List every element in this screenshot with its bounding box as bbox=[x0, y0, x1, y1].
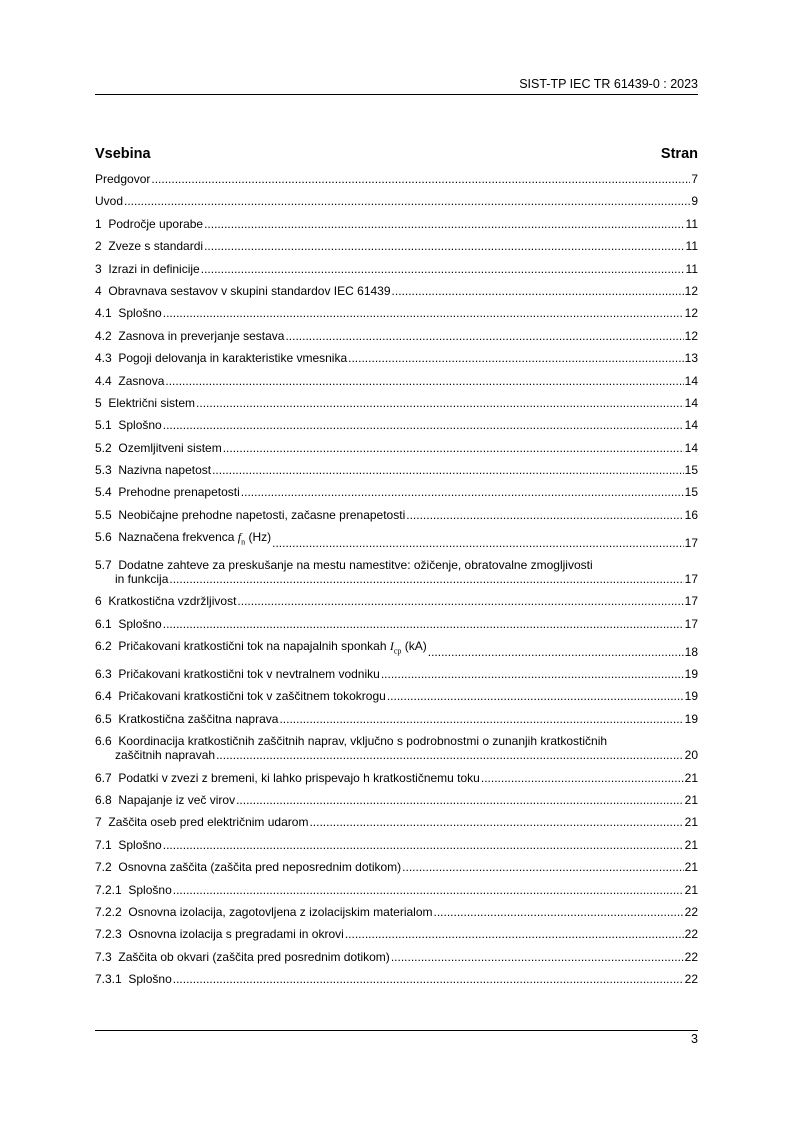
toc-entry-page: 16 bbox=[684, 507, 698, 522]
toc-entry-title bbox=[95, 351, 347, 365]
toc-entry-text: Področje uporabe bbox=[108, 216, 204, 231]
toc-entry-unit: (kA) bbox=[404, 639, 427, 654]
toc-entry-page: 21 bbox=[684, 837, 698, 852]
toc-entry-number: 5.7 bbox=[95, 558, 112, 573]
document-id: SIST-TP IEC TR 61439-0 : 2023 bbox=[519, 77, 698, 91]
dot-leader bbox=[279, 712, 683, 726]
toc-entry[interactable] bbox=[95, 860, 698, 874]
contents-label: Vsebina bbox=[95, 146, 151, 162]
toc-entry-page: 21 bbox=[684, 815, 698, 830]
toc-entry-page: 11 bbox=[685, 239, 698, 254]
toc-entry-title bbox=[95, 485, 240, 499]
toc-entry-title bbox=[95, 374, 164, 388]
dot-leader bbox=[309, 815, 683, 829]
dot-leader bbox=[204, 217, 684, 231]
toc-entry-page: 19 bbox=[684, 689, 698, 704]
toc-entry-unit: (Hz) bbox=[248, 530, 272, 545]
toc-entry[interactable] bbox=[95, 771, 698, 785]
toc-entry-number: 6.6 bbox=[95, 734, 112, 749]
toc-entry[interactable] bbox=[95, 374, 698, 388]
toc-entry-number: 2 bbox=[95, 239, 102, 254]
toc-entry-continuation: in funkcija bbox=[115, 572, 169, 587]
dot-leader bbox=[402, 860, 683, 874]
toc-entry-text: Predgovor bbox=[95, 172, 151, 186]
dot-leader bbox=[204, 239, 684, 253]
dot-leader bbox=[392, 284, 684, 298]
toc-entry-text: Obravnava sestavov v skupini standardov IEC 61439 bbox=[108, 283, 391, 298]
toc-entry-title bbox=[95, 239, 203, 253]
toc-entry-title bbox=[95, 617, 162, 631]
toc-entry-text: Uvod bbox=[95, 194, 124, 209]
toc-entry-number: 7.1 bbox=[95, 837, 112, 852]
toc-entry-title bbox=[95, 441, 222, 455]
toc-entry-page: 21 bbox=[684, 770, 698, 785]
toc-entry-text: Zasnova in preverjanje sestava bbox=[118, 328, 285, 343]
toc-entry-title bbox=[95, 883, 172, 897]
toc-entry-title bbox=[95, 793, 235, 807]
toc-entry-page: 14 bbox=[684, 440, 698, 455]
toc-entry-number: 7.3.1 bbox=[95, 972, 122, 987]
toc-entry[interactable] bbox=[95, 594, 698, 608]
toc-entry-title bbox=[95, 284, 391, 298]
toc-entry-title bbox=[95, 530, 271, 549]
dot-leader bbox=[428, 645, 684, 659]
dot-leader bbox=[163, 306, 684, 320]
footer-rule bbox=[95, 1030, 698, 1031]
toc-entry-page: 17 bbox=[684, 572, 698, 587]
dot-leader bbox=[212, 463, 684, 477]
toc-entry-text: Kratkostična zaščitna naprava bbox=[118, 711, 279, 726]
toc-entry-title bbox=[95, 558, 593, 572]
toc-entry-text: Splošno bbox=[128, 882, 172, 897]
toc-entry-number: 7.3 bbox=[95, 949, 112, 964]
toc-entry-title bbox=[95, 418, 162, 432]
toc-entry-page: 20 bbox=[684, 748, 698, 763]
toc-entry-page: 18 bbox=[684, 644, 698, 659]
dot-leader bbox=[481, 771, 684, 785]
toc-entry-title bbox=[95, 594, 236, 608]
toc-entry-text: Podatki v zvezi z bremeni, ki lahko prispevajo h kratkostičnemu toku bbox=[118, 770, 480, 785]
toc-entry-page: 14 bbox=[684, 373, 698, 388]
dot-leader bbox=[151, 172, 690, 186]
toc-entry-number: 4.2 bbox=[95, 328, 112, 343]
toc-entry-text: Pogoji delovanja in karakteristike vmesnika bbox=[118, 351, 348, 366]
toc-entry-number: 6.2 bbox=[95, 639, 112, 654]
toc-entry-text: Neobičajne prehodne napetosti, začasne prenapetosti bbox=[118, 507, 406, 522]
toc-entry[interactable] bbox=[95, 689, 698, 703]
dot-leader bbox=[237, 594, 683, 608]
toc-entry-number: 7.2 bbox=[95, 860, 112, 875]
toc-entry-number: 7.2.3 bbox=[95, 927, 122, 942]
toc-entry-symbol bbox=[389, 639, 402, 656]
toc-entry-number: 6.4 bbox=[95, 689, 112, 704]
toc-entry-page: 12 bbox=[684, 328, 698, 343]
toc-entry[interactable] bbox=[95, 329, 698, 343]
toc-entry-title bbox=[95, 712, 278, 726]
toc-entry-page: 22 bbox=[684, 972, 698, 987]
toc-entry-number: 5.4 bbox=[95, 485, 112, 500]
dot-leader bbox=[387, 689, 684, 703]
toc-entry-number: 6.7 bbox=[95, 770, 112, 785]
dot-leader bbox=[173, 883, 684, 897]
toc-entry[interactable] bbox=[95, 485, 698, 499]
toc-entry[interactable] bbox=[95, 508, 698, 522]
toc-entry-title bbox=[95, 262, 200, 276]
symbol-subscript: cp bbox=[393, 646, 402, 656]
toc-entry[interactable] bbox=[95, 972, 698, 986]
toc-entry-page: 11 bbox=[685, 216, 698, 231]
dot-leader bbox=[348, 351, 684, 365]
toc-entry-title bbox=[95, 950, 390, 964]
dot-leader bbox=[165, 374, 683, 388]
toc-entry[interactable] bbox=[95, 172, 698, 186]
toc-entry-title bbox=[95, 860, 401, 874]
dot-leader bbox=[163, 617, 684, 631]
toc-entry-text: Napajanje iz več virov bbox=[118, 792, 236, 807]
toc-entry-title bbox=[95, 905, 433, 919]
toc-entry-title bbox=[95, 463, 211, 477]
toc-entry-title bbox=[95, 771, 480, 785]
toc-entry[interactable] bbox=[95, 262, 698, 276]
toc-entry-page: 9 bbox=[691, 194, 698, 209]
toc-entry-title bbox=[95, 689, 386, 703]
toc-entry-title bbox=[95, 329, 284, 343]
dot-leader bbox=[173, 972, 684, 986]
dot-leader bbox=[223, 441, 684, 455]
toc-entry[interactable] bbox=[95, 463, 698, 477]
toc-entry-page: 14 bbox=[684, 418, 698, 433]
toc-entry-symbol bbox=[237, 530, 246, 547]
toc-entry-page: 14 bbox=[684, 395, 698, 410]
toc-entry-text: Pričakovani kratkostični tok v nevtralnem vodniku bbox=[118, 666, 380, 681]
toc-entry-text: Izrazi in definicije bbox=[108, 261, 200, 276]
toc-entry-number: 7.2.1 bbox=[95, 882, 122, 897]
toc-entry[interactable] bbox=[95, 351, 698, 365]
toc-entry[interactable] bbox=[95, 905, 698, 919]
table-of-contents bbox=[95, 172, 698, 994]
toc-entry[interactable] bbox=[95, 217, 698, 231]
toc-entry-page: 22 bbox=[684, 949, 698, 964]
toc-entry-page: 12 bbox=[684, 306, 698, 321]
symbol-letter: I bbox=[389, 639, 394, 654]
toc-entry-title bbox=[95, 172, 150, 186]
toc-entry-number: 7.2.2 bbox=[95, 904, 122, 919]
toc-heading bbox=[95, 146, 698, 162]
toc-entry-text: Splošno bbox=[118, 837, 162, 852]
toc-entry-text: Pričakovani kratkostični tok v zaščitnem tokokrogu bbox=[118, 689, 386, 704]
toc-entry[interactable] bbox=[95, 712, 698, 726]
toc-entry-text: Naznačena frekvenca bbox=[118, 530, 235, 545]
dot-leader bbox=[196, 396, 684, 410]
toc-entry-title bbox=[95, 194, 123, 208]
toc-entry[interactable] bbox=[95, 194, 698, 208]
toc-entry[interactable] bbox=[95, 617, 698, 631]
toc-entry-number: 6.1 bbox=[95, 616, 112, 631]
toc-entry[interactable] bbox=[95, 815, 698, 829]
toc-entry-number: 4 bbox=[95, 283, 102, 298]
toc-entry[interactable] bbox=[95, 418, 698, 432]
toc-entry-number: 6.3 bbox=[95, 666, 112, 681]
toc-entry-continuation: zaščitnih napravah bbox=[115, 748, 216, 763]
toc-entry-title bbox=[95, 815, 308, 829]
toc-entry-text: Osnovna izolacija s pregradami in okrovi bbox=[128, 927, 344, 942]
page-number: 3 bbox=[691, 1032, 698, 1046]
header-rule bbox=[95, 94, 698, 95]
toc-entry-text: Splošno bbox=[118, 616, 162, 631]
toc-entry-title bbox=[95, 734, 607, 748]
dot-leader bbox=[163, 418, 684, 432]
symbol-subscript: n bbox=[241, 537, 246, 547]
dot-leader bbox=[241, 485, 684, 499]
toc-entry-text: Koordinacija kratkostičnih zaščitnih naprav, vključno s podrobnostmi o zunanjih kratkostičnih bbox=[118, 734, 608, 749]
toc-entry-number: 7 bbox=[95, 815, 102, 830]
dot-leader bbox=[216, 748, 684, 762]
toc-entry-text: Zaščita ob okvari (zaščita pred posrednim dotikom) bbox=[118, 949, 390, 964]
toc-entry[interactable] bbox=[95, 239, 698, 253]
toc-entry-text: Osnovna izolacija, zagotovljena z izolacijskim materialom bbox=[128, 904, 433, 919]
toc-entry[interactable] bbox=[95, 927, 698, 941]
dot-leader bbox=[406, 508, 683, 522]
toc-entry-text: Električni sistem bbox=[108, 395, 196, 410]
toc-entry-text: Prehodne prenapetosti bbox=[118, 485, 240, 500]
toc-entry-page: 21 bbox=[684, 882, 698, 897]
toc-entry[interactable] bbox=[95, 558, 698, 586]
toc-entry-text: Kratkostična vzdržljivost bbox=[108, 594, 237, 609]
toc-entry[interactable] bbox=[95, 950, 698, 964]
toc-entry-number: 5 bbox=[95, 395, 102, 410]
toc-entry[interactable] bbox=[95, 883, 698, 897]
toc-entry-page: 19 bbox=[684, 711, 698, 726]
toc-entry-title bbox=[95, 639, 427, 658]
toc-entry[interactable] bbox=[95, 284, 698, 298]
dot-leader bbox=[381, 667, 684, 681]
toc-entry-text: Pričakovani kratkostični tok na napajalnih sponkah bbox=[118, 639, 387, 654]
toc-entry-number: 4.4 bbox=[95, 373, 112, 388]
toc-entry-text: Zasnova bbox=[118, 373, 165, 388]
toc-entry-number: 6.8 bbox=[95, 792, 112, 807]
toc-entry-text: Nazivna napetost bbox=[118, 463, 212, 478]
toc-entry-text: Ozemljitveni sistem bbox=[118, 440, 222, 455]
toc-entry-page: 19 bbox=[684, 666, 698, 681]
toc-entry-title bbox=[95, 972, 172, 986]
dot-leader bbox=[124, 194, 690, 208]
dot-leader bbox=[391, 950, 684, 964]
toc-entry-number: 5.2 bbox=[95, 440, 112, 455]
toc-entry-text: Zveze s standardi bbox=[108, 239, 204, 254]
toc-entry-title bbox=[95, 508, 405, 522]
toc-entry-title bbox=[95, 217, 203, 231]
toc-entry[interactable] bbox=[95, 396, 698, 410]
toc-entry-number: 4.1 bbox=[95, 306, 112, 321]
toc-entry[interactable] bbox=[95, 667, 698, 681]
toc-entry-page: 7 bbox=[691, 172, 698, 186]
toc-entry-text: Splošno bbox=[118, 418, 162, 433]
toc-entry-page: 22 bbox=[684, 904, 698, 919]
toc-entry-number: 6.5 bbox=[95, 711, 112, 726]
toc-entry[interactable] bbox=[95, 838, 698, 852]
toc-entry-page: 17 bbox=[684, 535, 698, 550]
toc-entry[interactable] bbox=[95, 530, 698, 549]
page-column-label: Stran bbox=[660, 146, 698, 162]
dot-leader bbox=[434, 905, 684, 919]
dot-leader bbox=[169, 572, 683, 586]
toc-entry-title bbox=[95, 396, 195, 410]
toc-entry[interactable] bbox=[95, 734, 698, 762]
symbol-letter: f bbox=[237, 530, 242, 545]
toc-entry-page: 17 bbox=[684, 616, 698, 631]
toc-entry-text: Splošno bbox=[118, 306, 162, 321]
toc-entry-page: 22 bbox=[684, 927, 698, 942]
toc-entry-number: 1 bbox=[95, 216, 102, 231]
toc-entry-page: 11 bbox=[685, 261, 698, 276]
toc-entry-page: 21 bbox=[684, 792, 698, 807]
toc-entry-page: 13 bbox=[684, 351, 698, 366]
toc-entry[interactable] bbox=[95, 793, 698, 807]
toc-entry-text: Splošno bbox=[128, 972, 172, 987]
toc-entry-page: 17 bbox=[684, 594, 698, 609]
toc-entry-title bbox=[95, 667, 380, 681]
toc-entry[interactable] bbox=[95, 639, 698, 658]
toc-entry-number: 6 bbox=[95, 594, 102, 609]
toc-entry-page: 15 bbox=[684, 463, 698, 478]
toc-entry-number: 3 bbox=[95, 261, 102, 276]
toc-entry-number: 5.5 bbox=[95, 507, 112, 522]
toc-entry-number: 4.3 bbox=[95, 351, 112, 366]
toc-entry-number: 5.1 bbox=[95, 418, 112, 433]
dot-leader bbox=[272, 536, 684, 550]
dot-leader bbox=[163, 838, 684, 852]
dot-leader bbox=[236, 793, 684, 807]
toc-entry-page: 12 bbox=[684, 283, 698, 298]
toc-entry-text: Zaščita oseb pred električnim udarom bbox=[108, 815, 309, 830]
toc-entry-title bbox=[95, 306, 162, 320]
dot-leader bbox=[201, 262, 685, 276]
toc-entry-number: 5.3 bbox=[95, 463, 112, 478]
dot-leader bbox=[285, 329, 683, 343]
toc-entry-text: Dodatne zahteve za preskušanje na mestu namestitve: ožičenje, obratovalne zmogljivosti bbox=[118, 558, 593, 573]
toc-entry-title bbox=[95, 838, 162, 852]
toc-entry-text: Osnovna zaščita (zaščita pred neposrednim dotikom) bbox=[118, 860, 402, 875]
toc-entry-title bbox=[95, 927, 344, 941]
toc-entry-page: 21 bbox=[684, 860, 698, 875]
toc-entry[interactable] bbox=[95, 441, 698, 455]
toc-entry-page: 15 bbox=[684, 485, 698, 500]
toc-entry-number: 5.6 bbox=[95, 530, 112, 545]
toc-entry[interactable] bbox=[95, 306, 698, 320]
dot-leader bbox=[345, 927, 684, 941]
